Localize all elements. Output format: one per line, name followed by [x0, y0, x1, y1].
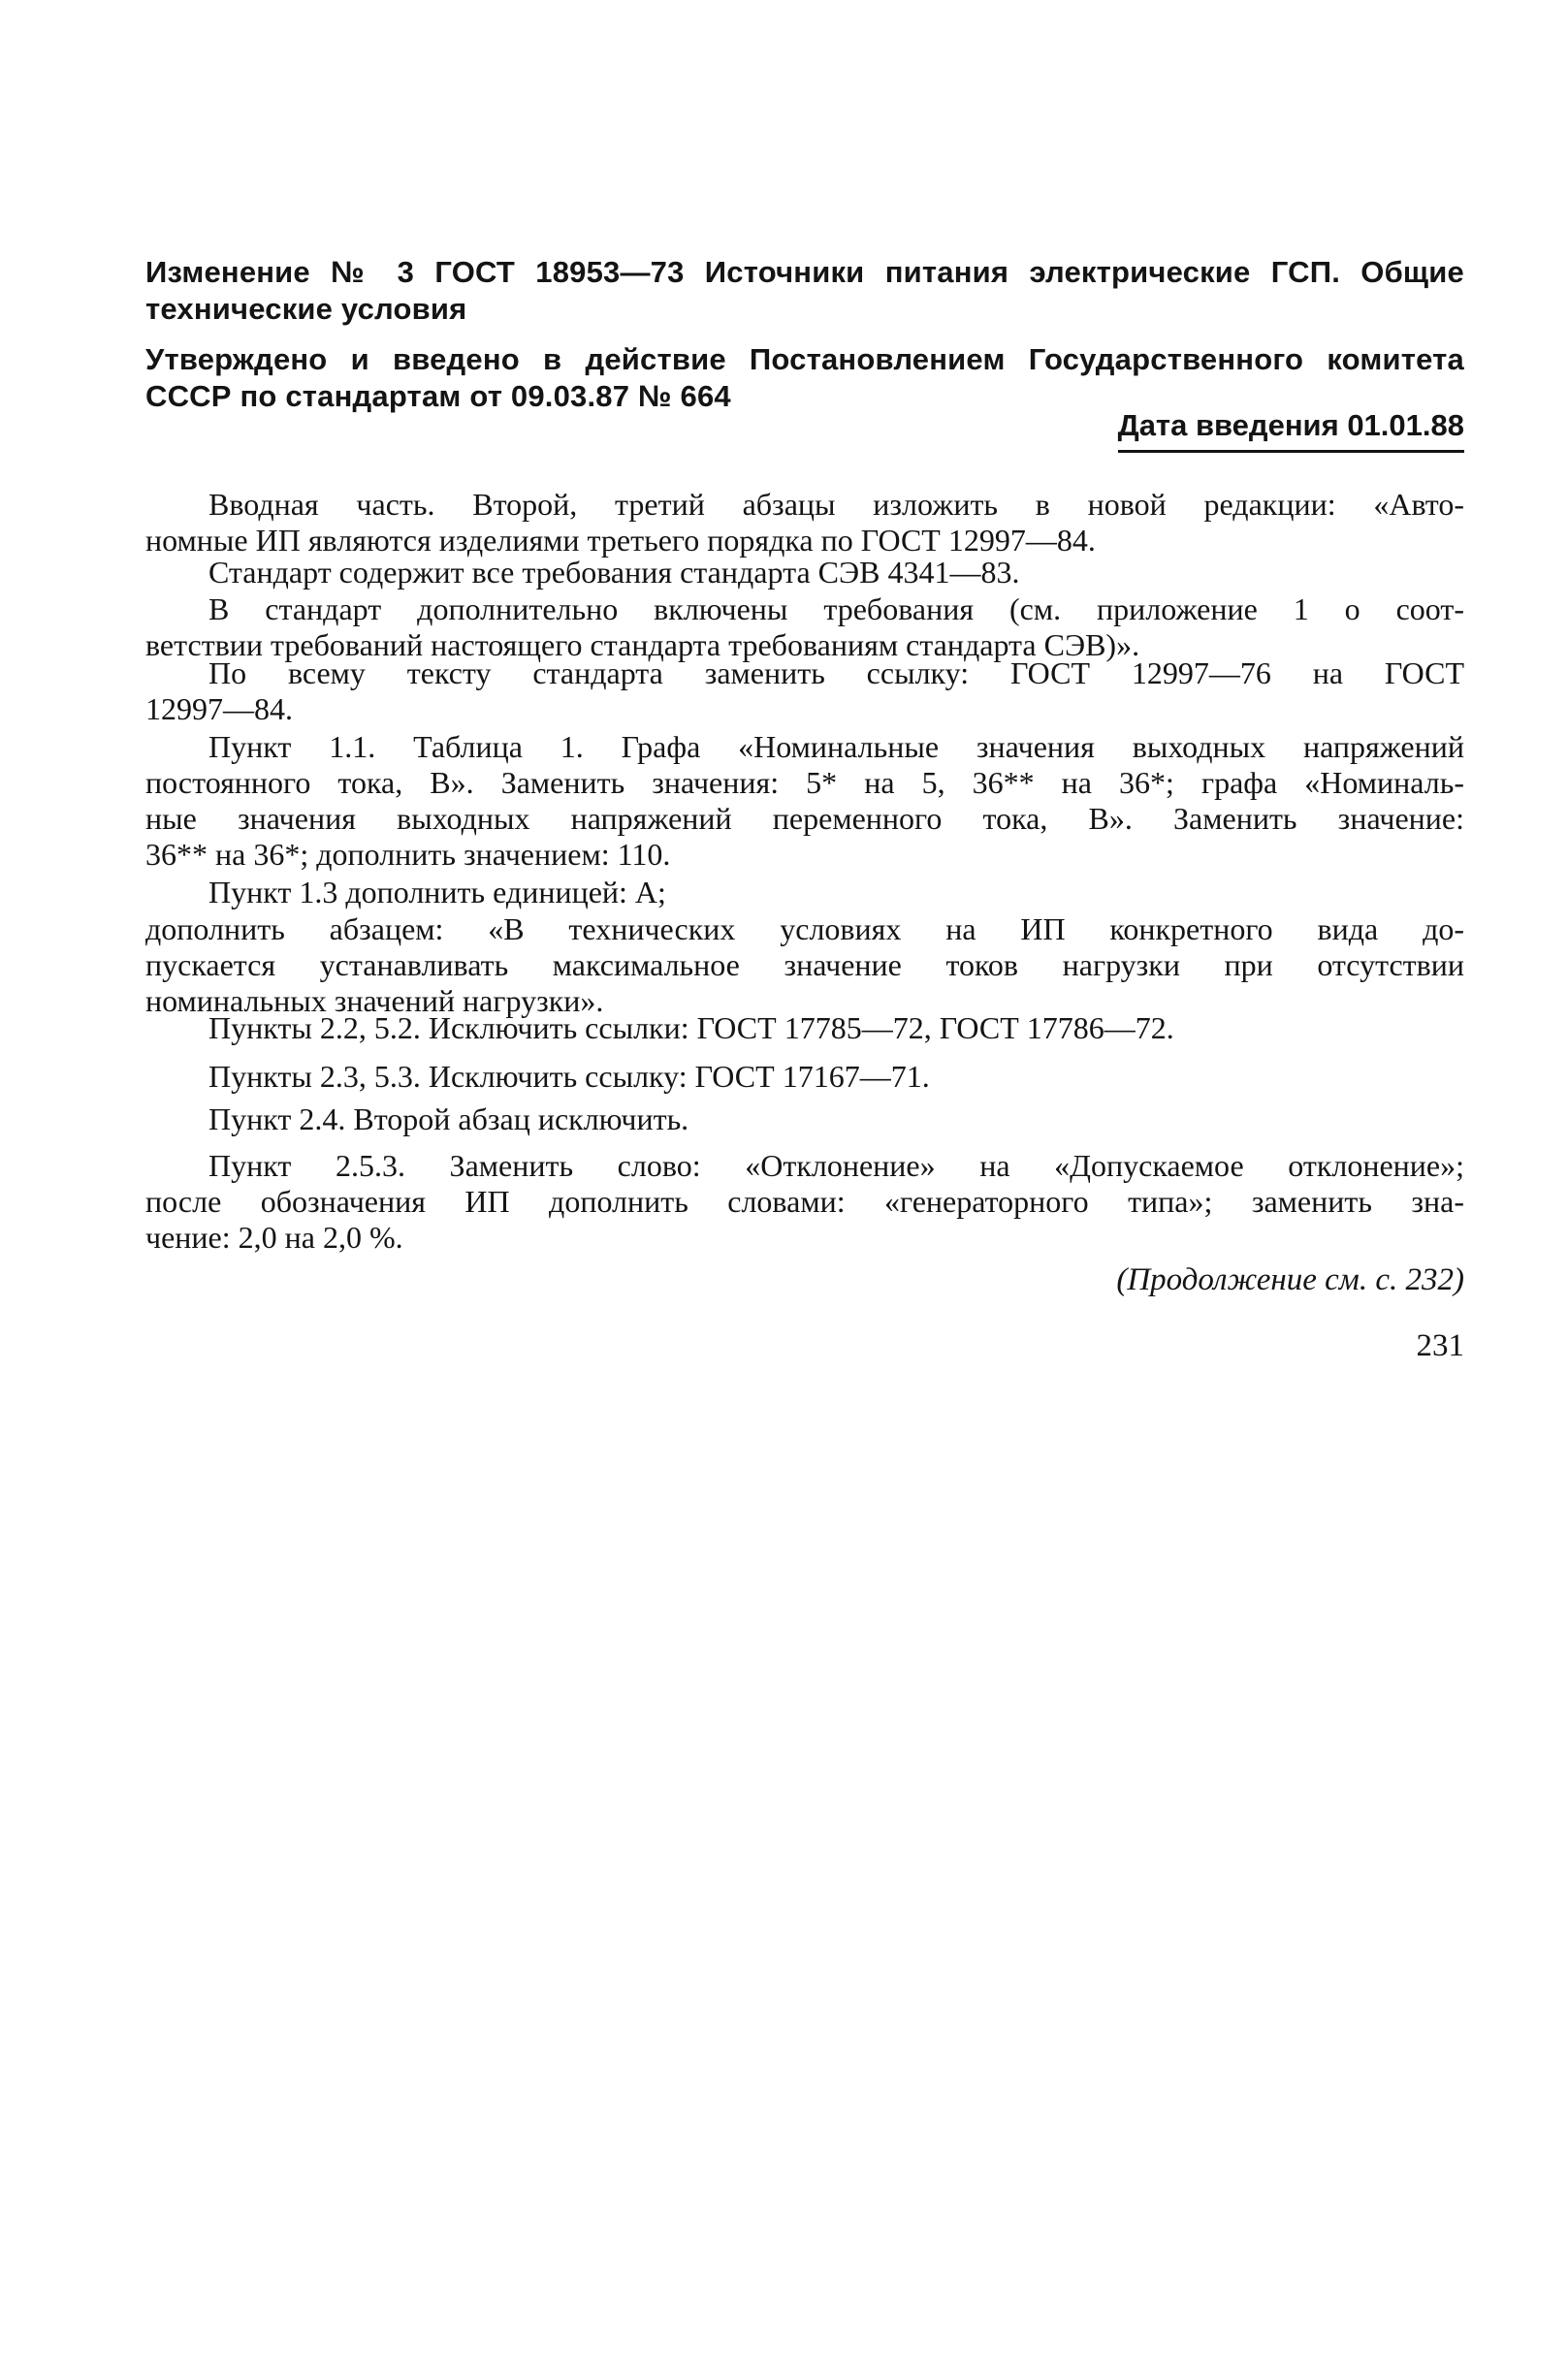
title-line: технические условия	[145, 292, 467, 326]
text-line: постоянного тока, В». Заменить значения: 5* на 5, 36** на 36*; графа «Номиналь-	[145, 765, 1464, 800]
text-line: ветствии требований настоящего стандарта требованиям стандарта СЭВ)».	[145, 627, 1140, 662]
paragraph	[145, 591, 1464, 663]
text-line: 12997—84.	[145, 691, 293, 726]
text-line: чение: 2,0 на 2,0 %.	[145, 1220, 403, 1255]
approval-statement	[145, 341, 1464, 415]
text-line: Пункт 1.3 дополнить единицей: А;	[208, 875, 666, 909]
text-line: номные ИП являются изделиями третьего порядка по ГОСТ 12997—84.	[145, 523, 1096, 558]
text-line: ные значения выходных напряжений переменного тока, В». Заменить значение:	[145, 801, 1464, 836]
effective-date-container	[1042, 407, 1464, 453]
title-line: Изменение № 3 ГОСТ 18953—73 Источники питания электрические ГСП. Общие	[145, 255, 1464, 289]
continued-note: (Продолжение см. с. 232)	[1116, 1262, 1464, 1297]
paragraph	[145, 655, 1464, 727]
paragraph	[145, 875, 1464, 910]
paragraph	[145, 729, 1464, 873]
text-line: дополнить абзацем: «В технических условиях на ИП конкретного вида до-	[145, 911, 1464, 946]
paragraph	[145, 1101, 1464, 1137]
text-line: Пункт 1.1. Таблица 1. Графа «Номинальные значения выходных напряжений	[208, 729, 1464, 764]
effective-date: Дата введения 01.01.88	[1118, 407, 1464, 453]
paragraph	[145, 487, 1464, 558]
text-line: пускается устанавливать максимальное значение токов нагрузки при отсутствии	[145, 947, 1464, 982]
text-line: Пункты 2.3, 5.3. Исключить ссылку: ГОСТ 17167—71.	[208, 1059, 930, 1094]
text-line: По всему тексту стандарта заменить ссылку: ГОСТ 12997—76 на ГОСТ	[208, 655, 1464, 690]
text-line: номинальных значений нагрузки».	[145, 983, 604, 1018]
paragraph	[145, 911, 1464, 1019]
text-line: Пункт 2.5.3. Заменить слово: «Отклонение» на «Допускаемое отклонение»;	[208, 1148, 1464, 1183]
paragraph	[145, 1010, 1464, 1046]
paragraph	[145, 1148, 1464, 1256]
text-line: Пункты 2.2, 5.2. Исключить ссылки: ГОСТ 17785—72, ГОСТ 17786—72.	[208, 1010, 1174, 1045]
text-line: Вводная часть. Второй, третий абзацы изложить в новой редакции: «Авто-	[208, 487, 1464, 522]
text-line: В стандарт дополнительно включены требования (см. приложение 1 о соот-	[208, 591, 1464, 626]
text-line: Стандарт содержит все требования стандарта СЭВ 4341—83.	[208, 555, 1020, 590]
paragraph	[145, 1059, 1464, 1095]
approval-line: Утверждено и введено в действие Постановлением Государственного комитета	[145, 342, 1464, 376]
text-line: Пункт 2.4. Второй абзац исключить.	[208, 1101, 689, 1136]
text-line: 36** на 36*; дополнить значением: 110.	[145, 837, 671, 872]
text-line: после обозначения ИП дополнить словами: «генераторного типа»; заменить зна-	[145, 1184, 1464, 1219]
amendment-title	[145, 254, 1464, 328]
paragraph	[145, 555, 1464, 590]
page-number: 231	[1416, 1328, 1464, 1363]
approval-line: СССР по стандартам от 09.03.87 № 664	[145, 379, 731, 413]
